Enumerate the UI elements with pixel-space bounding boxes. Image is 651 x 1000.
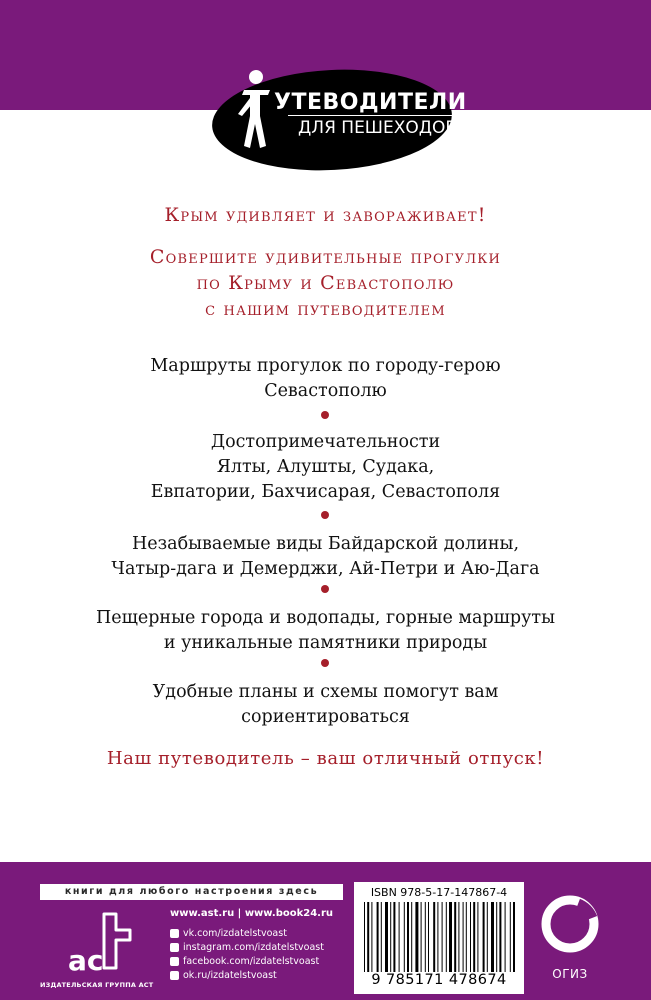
barcode [362, 902, 516, 972]
headline-secondary [0, 244, 651, 322]
bullet-dot [321, 659, 329, 667]
series-logo [212, 62, 467, 172]
isbn-number: ISBN 978-5-17-147867-4 [370, 886, 508, 899]
ogiz-logo-label: ОГИЗ [552, 967, 588, 981]
social-link-text: instagram.com/izdatelstvoast [183, 941, 324, 953]
headline-line: Совершите удивительные прогулки [149, 246, 502, 268]
barcode-digits: 9 785171 478674 [371, 972, 507, 988]
odnoklassniki-icon [170, 971, 179, 980]
feature-line: Евпатории, Бахчисарая, Севастополя [150, 482, 501, 502]
facebook-icon [170, 957, 179, 966]
social-link-text: vk.com/izdatelstvoast [183, 927, 287, 939]
social-link-text: ok.ru/izdatelstvoast [183, 969, 277, 981]
logo-title: УТЕВОДИТЕЛИ [274, 90, 467, 115]
social-link-text: facebook.com/izdatelstvoast [183, 955, 320, 967]
feature-line: сориентироваться [241, 707, 410, 727]
social-link[interactable] [170, 968, 324, 982]
vk-icon [170, 929, 179, 938]
isbn-barcode-box [354, 882, 524, 994]
bullet-dot [321, 585, 329, 593]
ogiz-logo-ring [538, 892, 602, 956]
headline-line: с нашим путеводителем [205, 298, 446, 320]
closing-slogan: Наш путеводитель – ваш отличный отпуск! [106, 748, 545, 769]
bullet-dot [321, 511, 329, 519]
feature-line: Севастополю [264, 381, 387, 401]
publisher-caption: ИЗДАТЕЛЬСКАЯ ГРУППА АСТ [40, 981, 154, 989]
tagline-banner: книги для любого настроения здесь [40, 884, 343, 900]
feature-caves [0, 606, 651, 656]
bullet-dot [321, 411, 329, 419]
feature-line: и уникальные памятники природы [163, 633, 488, 653]
instagram-icon [170, 943, 179, 952]
social-link[interactable] [170, 926, 324, 940]
social-link[interactable] [170, 954, 324, 968]
feature-sights [0, 430, 651, 505]
headline-primary: Крым удивляет и завораживает! [164, 204, 487, 226]
feature-line: Ялты, Алушты, Судака, [216, 457, 435, 477]
feature-line: Удобные планы и схемы помогут вам [152, 682, 499, 702]
social-link[interactable] [170, 940, 324, 954]
svg-text:ac: ac [68, 944, 104, 977]
web-links[interactable]: www.ast.ru | www.book24.ru [170, 908, 334, 919]
social-links [170, 926, 324, 982]
feature-line: Чатыр-дага и Демерджи, Ай-Петри и Аю-Дага [111, 559, 540, 579]
feature-views [0, 532, 651, 582]
feature-routes [0, 354, 651, 404]
walking-person-icon [230, 68, 280, 154]
feature-line: Незабываемые виды Байдарской долины, [131, 534, 520, 554]
feature-line: Достопримечательности [210, 432, 441, 452]
feature-line: Пещерные города и водопады, горные маршруты [95, 608, 556, 628]
feature-line: Маршруты прогулок по городу-герою [150, 356, 501, 376]
feature-maps [0, 680, 651, 730]
logo-subtitle: ДЛЯ ПЕШЕХОДОВ [298, 118, 458, 138]
headline-line: по Крыму и Севастополю [196, 272, 455, 294]
